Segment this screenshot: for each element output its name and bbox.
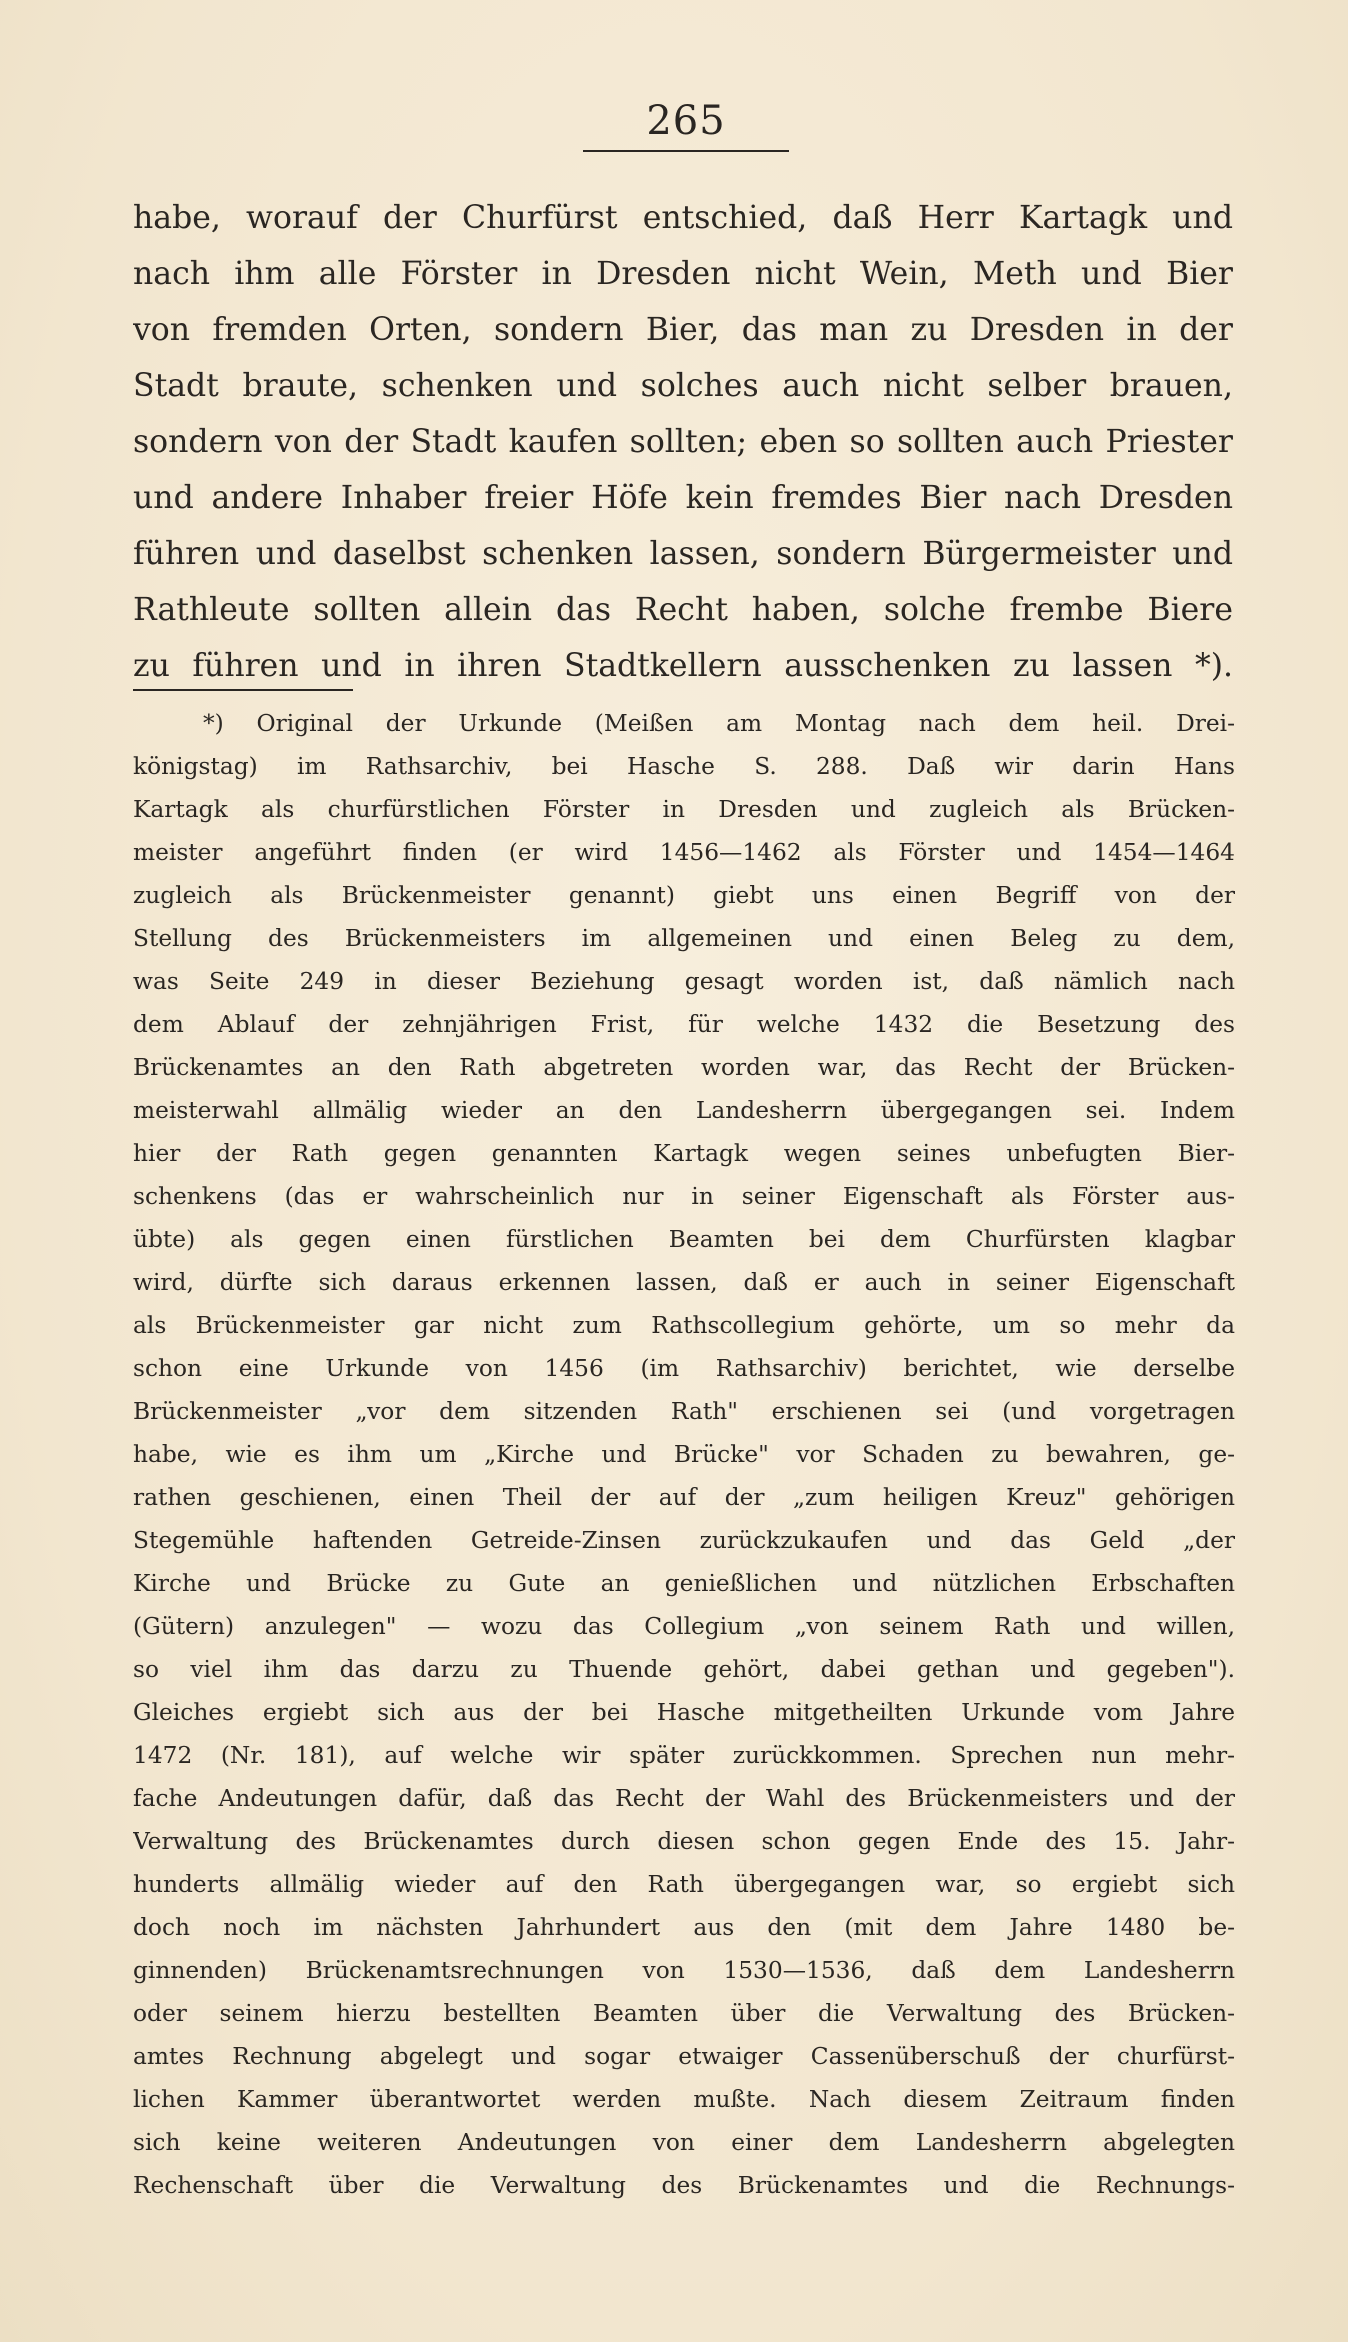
footnote-line: meister angeführt finden (er wird 1456—1462 als Förster und 1454—1464 <box>133 839 1235 866</box>
footnote-line: doch noch im nächsten Jahrhundert aus den (mit dem Jahre 1480 be- <box>133 1914 1235 1941</box>
footnote-line: hunderts allmälig wieder auf den Rath übergegangen war, so ergiebt sich <box>133 1871 1235 1898</box>
footnote-line: als Brückenmeister gar nicht zum Rathscollegium gehörte, um so mehr da <box>133 1312 1235 1339</box>
header-rule <box>583 150 789 152</box>
main-text-block <box>133 190 1233 694</box>
footnote-line: *) Original der Urkunde (Meißen am Montag nach dem heil. Drei- <box>203 710 1235 737</box>
footnote-line: Stegemühle haftenden Getreide-Zinsen zurückzukaufen und das Geld „der <box>133 1527 1235 1554</box>
footnote-line: oder seinem hierzu bestellten Beamten über die Verwaltung des Brücken- <box>133 2000 1235 2027</box>
footnote-line: (Gütern) anzulegen" — wozu das Collegium „von seinem Rath und willen, <box>133 1613 1235 1640</box>
footnote-line: Verwaltung des Brückenamtes durch diesen schon gegen Ende des 15. Jahr- <box>133 1828 1235 1855</box>
footnote-line: Stellung des Brückenmeisters im allgemeinen und einen Beleg zu dem, <box>133 925 1235 952</box>
footnote-line: schenkens (das er wahrscheinlich nur in seiner Eigenschaft als Förster aus- <box>133 1183 1235 1210</box>
main-text-line: Stadt braute, schenken und solches auch nicht selber brauen, <box>133 368 1233 404</box>
footnote-line: schon eine Urkunde von 1456 (im Rathsarchiv) berichtet, wie derselbe <box>133 1355 1235 1382</box>
footnote-line: wird, dürfte sich daraus erkennen lassen, daß er auch in seiner Eigenschaft <box>133 1269 1235 1296</box>
page-number: 265 <box>646 98 726 144</box>
main-text-line: habe, worauf der Churfürst entschied, daß Herr Kartagk und <box>133 200 1233 236</box>
footnote-rule <box>133 689 353 691</box>
footnote-line: Rechenschaft über die Verwaltung des Brückenamtes und die Rechnungs- <box>133 2172 1235 2199</box>
footnote-line: Kartagk als churfürstlichen Förster in Dresden und zugleich als Brücken- <box>133 796 1235 823</box>
footnote-line: hier der Rath gegen genannten Kartagk wegen seines unbefugten Bier- <box>133 1140 1235 1167</box>
main-text-line: von fremden Orten, sondern Bier, das man zu Dresden in der <box>133 312 1233 348</box>
main-text-line: und andere Inhaber freier Höfe kein fremdes Bier nach Dresden <box>133 480 1233 516</box>
footnote-line: zugleich als Brückenmeister genannt) giebt uns einen Begriff von der <box>133 882 1235 909</box>
footnote-line: amtes Rechnung abgelegt und sogar etwaiger Cassenüberschuß der churfürst- <box>133 2043 1235 2070</box>
footnote-line: Brückenmeister „vor dem sitzenden Rath" erschienen sei (und vorgetragen <box>133 1398 1235 1425</box>
main-text-line: führen und daselbst schenken lassen, sondern Bürgermeister und <box>133 536 1233 572</box>
footnote-line: königstag) im Rathsarchiv, bei Hasche S. 288. Daß wir darin Hans <box>133 753 1235 780</box>
footnote-line: was Seite 249 in dieser Beziehung gesagt worden ist, daß nämlich nach <box>133 968 1235 995</box>
main-text-line: Rathleute sollten allein das Recht haben, solche frembe Biere <box>133 592 1233 628</box>
footnote-block <box>133 702 1235 2207</box>
footnote-line: Kirche und Brücke zu Gute an genießlichen und nützlichen Erbschaften <box>133 1570 1235 1597</box>
footnote-line: dem Ablauf der zehnjährigen Frist, für welche 1432 die Besetzung des <box>133 1011 1235 1038</box>
footnote-line: habe, wie es ihm um „Kirche und Brücke" vor Schaden zu bewahren, ge- <box>133 1441 1235 1468</box>
footnote-line: meisterwahl allmälig wieder an den Landesherrn übergegangen sei. Indem <box>133 1097 1235 1124</box>
footnote-line: fache Andeutungen dafür, daß das Recht der Wahl des Brückenmeisters und der <box>133 1785 1235 1812</box>
main-text-line: nach ihm alle Förster in Dresden nicht Wein, Meth und Bier <box>133 256 1233 292</box>
footnote-line: ginnenden) Brückenamtsrechnungen von 1530—1536, daß dem Landesherrn <box>133 1957 1235 1984</box>
footnote-line: übte) als gegen einen fürstlichen Beamten bei dem Churfürsten klagbar <box>133 1226 1235 1253</box>
footnote-line: 1472 (Nr. 181), auf welche wir später zurückkommen. Sprechen nun mehr- <box>133 1742 1235 1769</box>
footnote-line: rathen geschienen, einen Theil der auf der „zum heiligen Kreuz" gehörigen <box>133 1484 1235 1511</box>
footnote-line: Brückenamtes an den Rath abgetreten worden war, das Recht der Brücken- <box>133 1054 1235 1081</box>
footnote-line: lichen Kammer überantwortet werden mußte. Nach diesem Zeitraum finden <box>133 2086 1235 2113</box>
main-text-line: sondern von der Stadt kaufen sollten; eben so sollten auch Priester <box>133 424 1233 460</box>
footnote-line: sich keine weiteren Andeutungen von einer dem Landesherrn abgelegten <box>133 2129 1235 2156</box>
main-text-line: zu führen und in ihren Stadtkellern ausschenken zu lassen *). <box>133 648 1233 684</box>
footnote-line: Gleiches ergiebt sich aus der bei Hasche mitgetheilten Urkunde vom Jahre <box>133 1699 1235 1726</box>
footnote-line: so viel ihm das darzu zu Thuende gehört, dabei gethan und gegeben"). <box>133 1656 1235 1683</box>
